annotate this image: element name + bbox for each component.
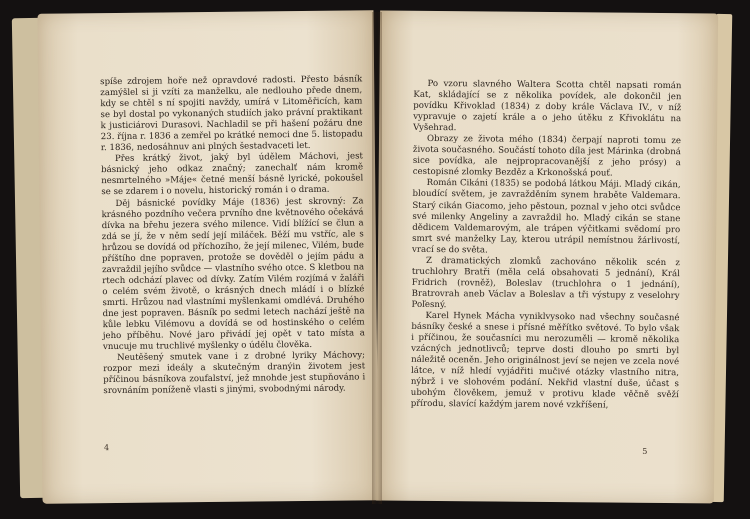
left-page-text [100,74,365,397]
paragraph: Přes krátký život, jaký byl údělem Máchovi, jest básnický jeho odkaz značný; zanechalť nám kromě nesmrtelného »Máje« četné menší básně lyrické, pokoušel se se zdarem i o novelu, historický román i o drama. [101,151,364,198]
right-page-text [411,79,682,413]
book-gutter [372,12,382,504]
paragraph: Karel Hynek Mácha vyniklvysoko nad všechny současné básníky české a snese i přísné měřítko světové. To bylo však i příčinou, že současníci mu nerozuměli — kromě několika vzácných jednotlivců; teprve dosti dlouho po smrti byl náležitě oceněn. Jeho originálnost jeví se nejen ve zcela nové látce, v níž hledí vyjádřiti mučivé otázky vlastního nitra, nýbrž i ve slohovém podání. Nekřid vlastní duše, účast s ubohým člověkem, jemuž v protivu klade věčně svěží přírodu, slavící každým jarem nové vzkříšení, [410,310,680,411]
paragraph: Neutěšený smutek vane i z drobné lyriky Máchovy; rozpor mezi ideály a skutečným dranýin životem jest příčinou básníkova zoufalství, jež mnohde jest stupňováno i srovnáním poníženě vlasti s jinými, svobodnými národy. [103,350,366,397]
paragraph: Obrazy ze života mého (1834) čerpají naproti tomu ze života současného. Součástí tohoto díla jest Márinka (drobná sice povídka, ale nejpropracovanější z jeho prósy) a cestopisné zlomky Bezděz a Krkonošská pouť. [412,134,682,179]
right-page [376,11,718,504]
paragraph: Děj básnické povídky Máje (1836) jest skrovný: Za krásného pozdního večera prvního dne květnového očekává dívka na břehu jezera svého milence. Vidí blížící se člun a zdá se jí, že v něm sedí její miláček. Běží mu vstříc, ale s hrůzou se dovídá od příchozího, že její milenec, Vilém, bude příštího dne popraven, protože se dověděl o jejím pádu a zavraždil jejího svůdce — vlastního svého otce. S kletbou na rtech odchází plavec od dívky. Zatím Vilém rozjímá v žaláři o celém svém životě, o krásných dnech mládí i o blízké smrti. Hrůzou nad vlastními myšlenkami omdlévá. Druhého dne jest popraven. Básník po sedmi letech nachází ještě na kůle lebku Vilémovu a dovídá se od hostinského o celém jeho příběhu. Nové jaro přivádí jej opět v tato místa a vnucuje mu truchlivé myšlenky o údělu člověka. [101,195,365,353]
paragraph: spíše zdrojem hoře než opravdové radosti. Přesto básník zamýšlel si ji vzíti za manželku, ale nedlouho přede dnem, kdy se chtěl s ní spojiti navždy, umírá v Litoměřicích, kam se byl dostal po vykonaných studiích jako právní praktikant k justiciárovi Durasovi. Nachladil se při hašení požáru dne 23. října r. 1836 a zemřel po krátké nemoci dne 5. listopadu r. 1836, nedosáhnuv ani plných šestadvaceti let. [100,74,363,154]
paragraph: Román Cikáni (1835) se podobá látkou Máji. Mladý cikán, bloudící světem, je zavražděním synem hraběte Valdemara. Starý cikán Giacomo, jeho pěstoun, poznal v jeho otci svůdce své milenky Angeliny a zavraždil ho. Mladý cikán se stane dědicem Valdemarovým, ale trápen výčitkami svědomí pro smrt své manželky Lay, kterou utrápil nemístnou žárlivostí, vrací se do světa. [412,178,681,256]
left-page [37,10,378,503]
paragraph: Po vzoru slavného Waltera Scotta chtěl napsati román Kat, skládající se z několika povídek, ale dokončil jen povídku Křivoklad (1834) z doby krále Václava IV., v níž vypravuje o zajetí krále a o jeho útěku z Křivoklátu na Vyšehrad. [413,78,682,134]
page-number: 5 [642,446,648,456]
page-number: 4 [103,443,110,453]
paragraph: Z dramatických zlomků zachováno několik scén z truchlohry Bratři (měla celá obsahovati 5 jednání), Král Fridrich (rovněž), Boleslav (truchlohra o 1 jednání), Bratrovrah aneb Václav a Boleslav a tři výstupy z veselohry Poľesný. [411,255,680,311]
